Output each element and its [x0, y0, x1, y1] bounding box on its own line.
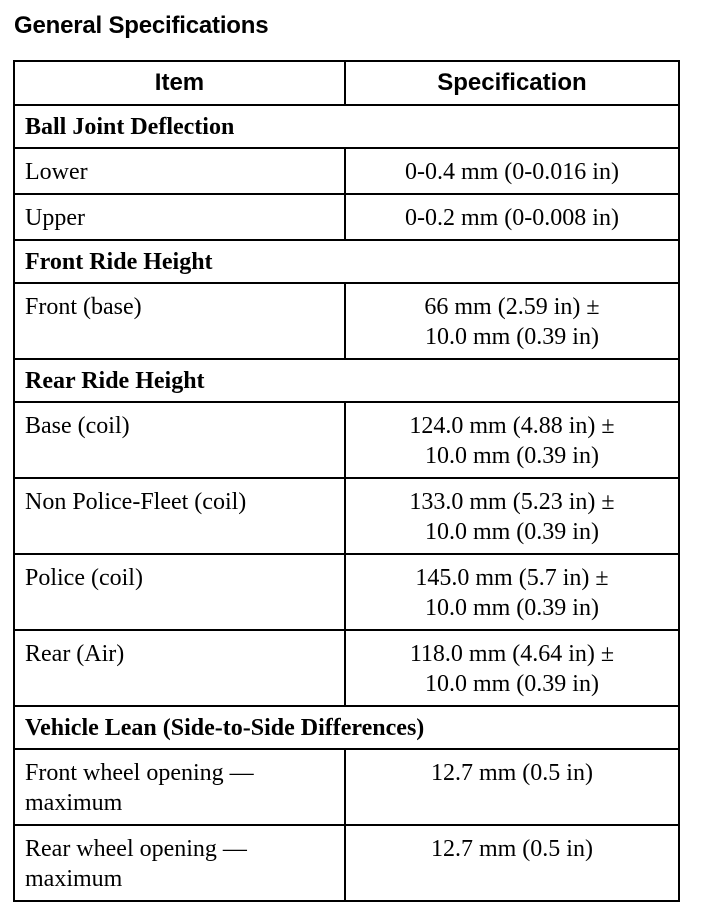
- spec-cell: 118.0 mm (4.64 in) ± 10.0 mm (0.39 in): [345, 630, 679, 706]
- spec-cell: 133.0 mm (5.23 in) ± 10.0 mm (0.39 in): [345, 478, 679, 554]
- section-row-front-ride-height: [14, 240, 679, 283]
- table-row: [14, 283, 679, 359]
- table-row: [14, 402, 679, 478]
- table-row: [14, 749, 679, 825]
- item-cell: Non Police-Fleet (coil): [14, 478, 345, 554]
- column-header-item: Item: [14, 61, 345, 105]
- spec-cell: 66 mm (2.59 in) ± 10.0 mm (0.39 in): [345, 283, 679, 359]
- table-row: [14, 478, 679, 554]
- item-cell: Police (coil): [14, 554, 345, 630]
- spec-cell: 0-0.2 mm (0-0.008 in): [345, 194, 679, 240]
- table-header-row: [14, 61, 679, 105]
- table-row: [14, 554, 679, 630]
- table-row: [14, 148, 679, 194]
- section-heading: Rear Ride Height: [14, 359, 679, 402]
- item-cell: Rear wheel opening — maximum: [14, 825, 345, 901]
- section-heading: Vehicle Lean (Side-to-Side Differences): [14, 706, 679, 749]
- section-row-vehicle-lean: [14, 706, 679, 749]
- item-cell: Front wheel opening — maximum: [14, 749, 345, 825]
- column-header-specification: Specification: [345, 61, 679, 105]
- table-row: [14, 825, 679, 901]
- item-cell: Base (coil): [14, 402, 345, 478]
- section-heading: Front Ride Height: [14, 240, 679, 283]
- section-row-rear-ride-height: [14, 359, 679, 402]
- spec-cell: 12.7 mm (0.5 in): [345, 825, 679, 901]
- item-cell: Upper: [14, 194, 345, 240]
- spec-cell: 0-0.4 mm (0-0.016 in): [345, 148, 679, 194]
- table-row: [14, 630, 679, 706]
- spec-cell: 145.0 mm (5.7 in) ± 10.0 mm (0.39 in): [345, 554, 679, 630]
- section-heading: Ball Joint Deflection: [14, 105, 679, 148]
- item-cell: Front (base): [14, 283, 345, 359]
- item-cell: Lower: [14, 148, 345, 194]
- specifications-table: [13, 60, 680, 902]
- spec-cell: 124.0 mm (4.88 in) ± 10.0 mm (0.39 in): [345, 402, 679, 478]
- spec-cell: 12.7 mm (0.5 in): [345, 749, 679, 825]
- table-row: [14, 194, 679, 240]
- page-title: General Specifications: [14, 12, 269, 39]
- item-cell: Rear (Air): [14, 630, 345, 706]
- section-row-ball-joint-deflection: [14, 105, 679, 148]
